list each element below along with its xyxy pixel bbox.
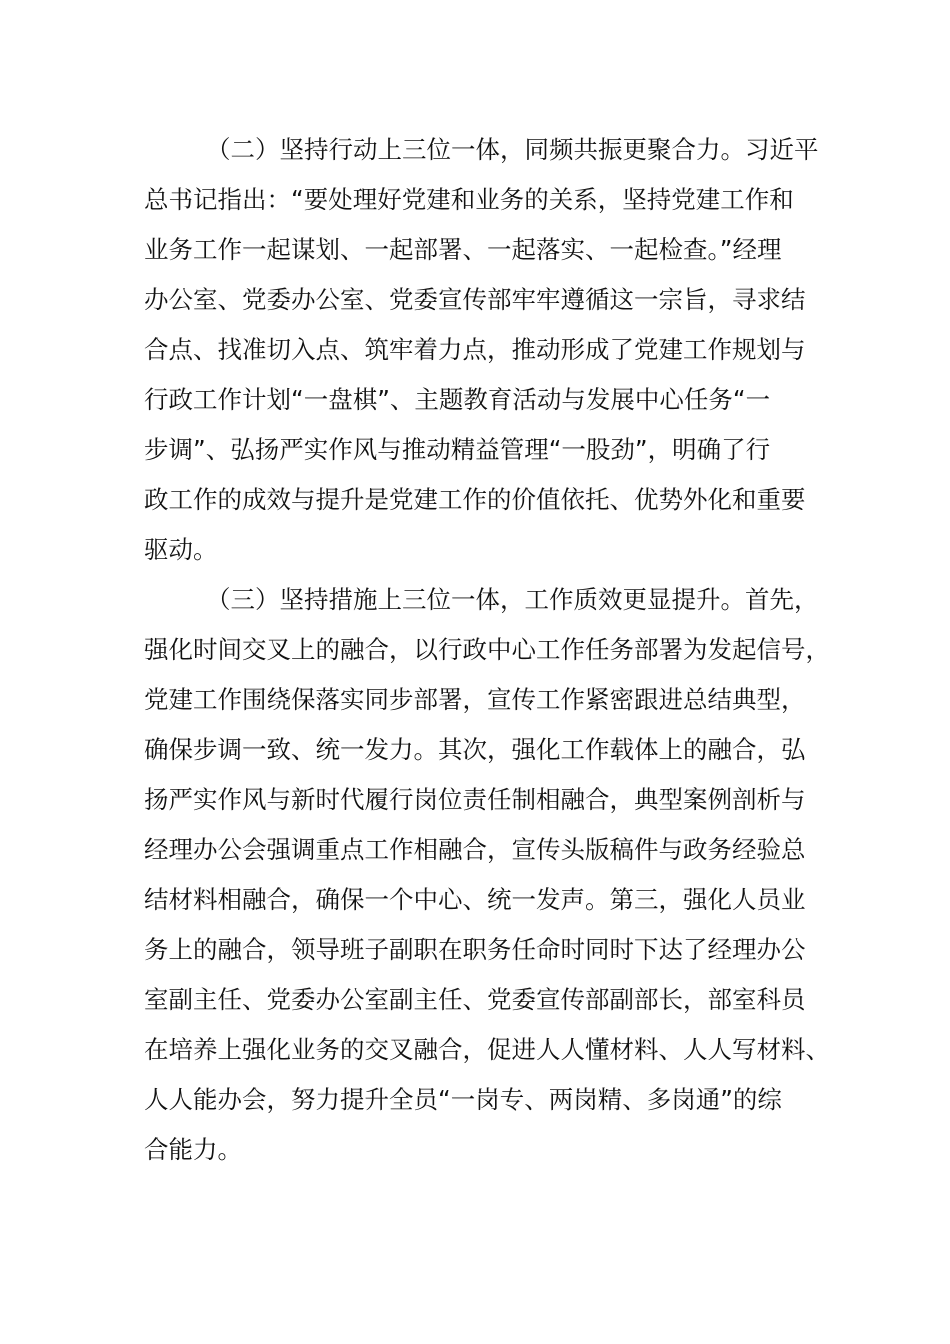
paragraph-line: 步调”、弘扬严实作风与推动精益管理“一股劲”，明确了行 xyxy=(144,435,771,464)
paragraph-line: 合能力。 xyxy=(144,1135,242,1164)
paragraph-line: 行政工作计划“一盘棋”、主题教育活动与发展中心任务“一 xyxy=(144,385,771,414)
paragraph-line: 总书记指出：“要处理好党建和业务的关系，坚持党建工作和 xyxy=(144,185,794,214)
paragraph-line: 党建工作围绕保落实同步部署，宣传工作紧密跟进总结典型， xyxy=(144,685,806,714)
paragraph-line: 室副主任、党委办公室副主任、党委宣传部副部长，部室科员 xyxy=(144,985,806,1014)
paragraph-line: （三）坚持措施上三位一体，工作质效更显提升。首先， xyxy=(206,585,819,614)
paragraph-line: 驱动。 xyxy=(144,535,218,564)
paragraph-line: 人人能办会，努力提升全员“一岗专、两岗精、多岗通”的综 xyxy=(144,1085,782,1114)
paragraph-line: 强化时间交叉上的融合，以行政中心工作任务部署为发起信号， xyxy=(144,635,830,664)
paragraph-line: 结材料相融合，确保一个中心、统一发声。第三，强化人员业 xyxy=(144,885,806,914)
paragraph-line: 经理办公会强调重点工作相融合，宣传头版稿件与政务经验总 xyxy=(144,835,806,864)
paragraph-line: 合点、找准切入点、筑牢着力点，推动形成了党建工作规划与 xyxy=(144,335,806,364)
paragraph-line: 办公室、党委办公室、党委宣传部牢牢遵循这一宗旨，寻求结 xyxy=(144,285,806,314)
paragraph-line: 务上的融合，领导班子副职在职务任命时同时下达了经理办公 xyxy=(144,935,806,964)
paragraph-line: 扬严实作风与新时代履行岗位责任制相融合，典型案例剖析与 xyxy=(144,785,806,814)
paragraph-line: （二）坚持行动上三位一体，同频共振更聚合力。习近平 xyxy=(206,135,819,164)
paragraph-line: 政工作的成效与提升是党建工作的价值依托、优势外化和重要 xyxy=(144,485,806,514)
paragraph-line: 在培养上强化业务的交叉融合，促进人人懂材料、人人写材料、 xyxy=(144,1035,830,1064)
paragraph-line: 确保步调一致、统一发力。其次，强化工作载体上的融合，弘 xyxy=(144,735,806,764)
paragraph-line: 业务工作一起谋划、一起部署、一起落实、一起检查。”经理 xyxy=(144,235,782,264)
